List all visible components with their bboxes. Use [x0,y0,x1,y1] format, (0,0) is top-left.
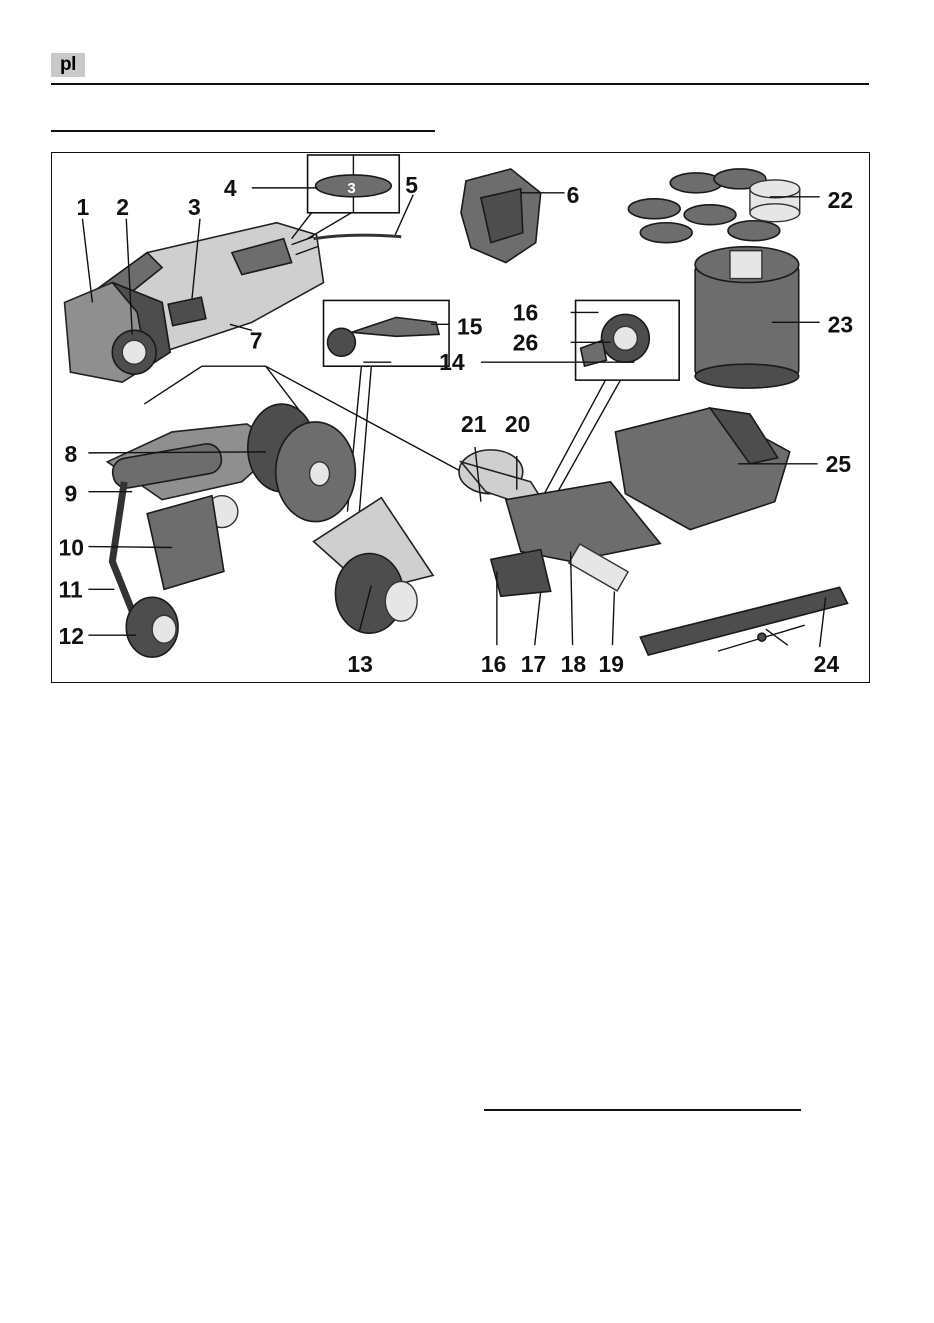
callout-10: 10 [58,534,85,561]
speed-dial-value: 3 [347,179,356,197]
section-heading-underline [51,130,435,132]
expansion-sleeves-drawing [628,169,799,243]
callout-4: 4 [223,174,237,201]
callout-3: 3 [188,193,201,220]
callout-2: 2 [116,193,130,220]
callout-16-top: 16 [512,299,539,326]
callout-8: 8 [64,440,78,467]
language-badge: pl [51,53,85,77]
grinding-wheel-assembly-drawing [107,366,433,657]
callout-15: 15 [457,313,483,340]
callout-14: 14 [439,349,465,376]
cover-drawing [615,408,789,530]
protective-hood-drawing [461,169,541,263]
callout-26: 26 [512,329,539,356]
callout-16-bottom: 16 [480,651,507,678]
callout-17: 17 [520,651,547,678]
speed-dial-inset [292,155,400,239]
callout-23: 23 [827,311,854,338]
footer-underline [484,1109,801,1111]
callout-5: 5 [405,171,418,198]
callout-22: 22 [827,186,854,213]
callout-19: 19 [598,651,624,678]
callout-12: 12 [58,623,85,650]
callout-18: 18 [560,651,587,678]
callout-21: 21 [460,410,487,437]
callout-20: 20 [504,410,531,437]
header-rule [51,83,869,85]
callout-9: 9 [64,480,78,507]
callout-11: 11 [58,576,83,603]
callout-25: 25 [825,450,852,477]
callout-1: 1 [76,193,90,220]
callout-13: 13 [347,651,373,678]
product-illustration [51,152,870,683]
mandrel-drawing [640,587,847,655]
callout-24: 24 [813,651,840,678]
expansion-roller-drawing [695,247,799,388]
callout-7: 7 [249,327,263,354]
callout-6: 6 [566,181,580,208]
